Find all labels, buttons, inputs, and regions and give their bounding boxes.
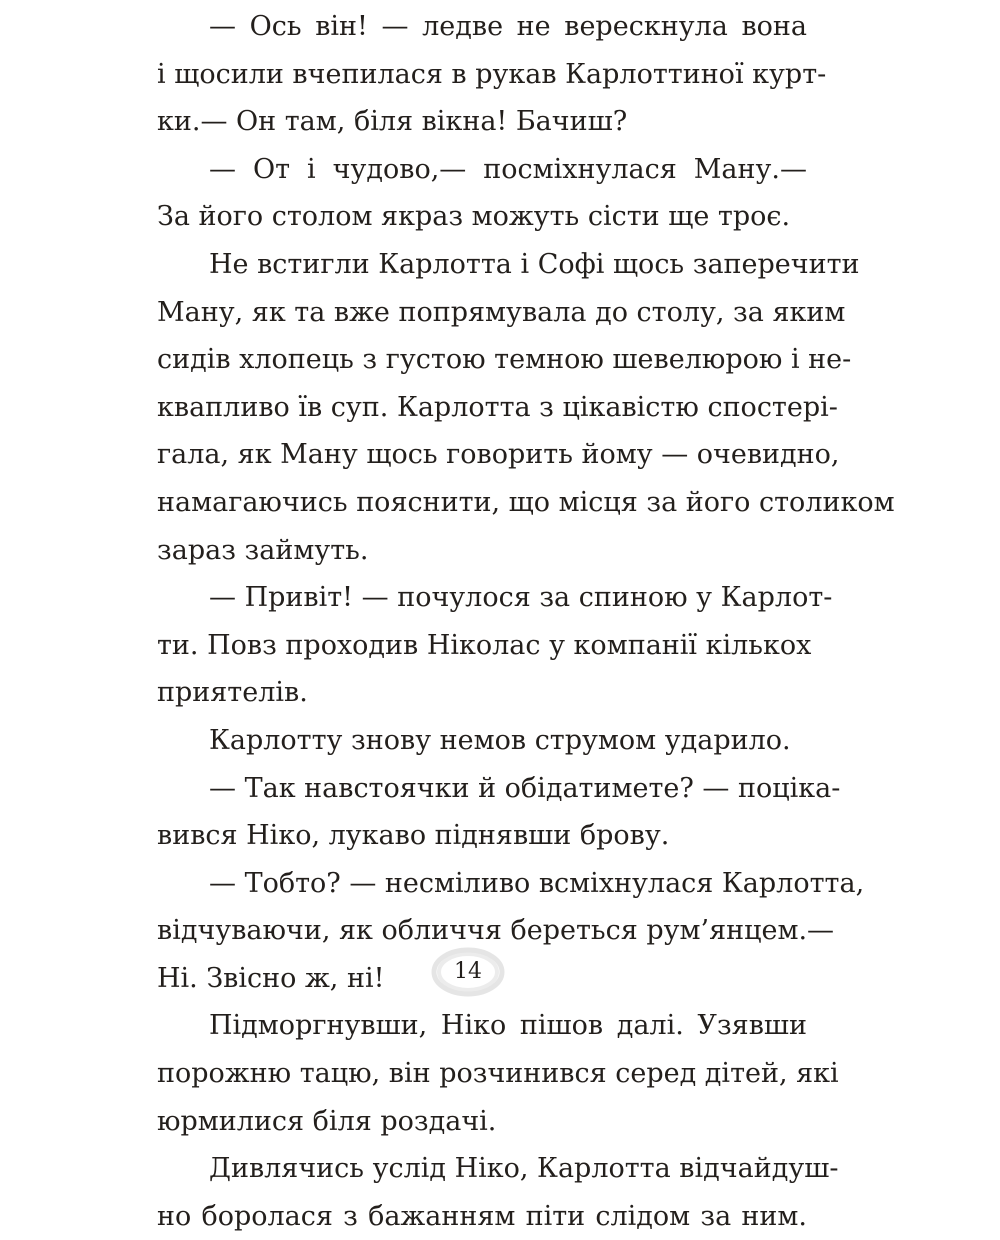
text-line: квапливо їв суп. Карлотта з цікавістю спостері- <box>157 391 838 423</box>
text-line: сидів хлопець з густою темною шевелюрою і не- <box>157 344 852 376</box>
text-line: намагаючись пояснити, що місця за його столиком <box>157 486 895 518</box>
text-line: Підморгнувши, Ніко пішов далі. Узявши <box>209 1010 807 1042</box>
text-line: Дивлячись услід Ніко, Карлотта відчайдуш- <box>209 1153 839 1185</box>
text-line: ки.— Он там, біля вікна! Бачиш? <box>157 106 628 138</box>
page-number: 14 <box>454 959 482 984</box>
text-line: Ні. Звісно ж, ні! <box>157 962 385 994</box>
text-line: Не встигли Карлотта і Софі щось заперечити <box>209 248 860 280</box>
text-line: — Так навстоячки й обідатимете? — поціка- <box>209 772 841 804</box>
text-line: вився Ніко, лукаво піднявши брову. <box>157 820 670 852</box>
text-line: — Тобто? — несміливо всміхнулася Карлотта, <box>209 867 865 899</box>
text-line: відчуваючи, як обличчя береться рум’янцем.— <box>157 915 835 947</box>
body-text <box>157 3 895 1240</box>
text-line: приятелів. <box>157 677 308 709</box>
text-line: — Привіт! — почулося за спиною у Карлот- <box>209 582 833 614</box>
text-line: — Ось він! — ледве не верескнула вона <box>209 11 807 42</box>
text-line: — От і чудово,— посміхнулася Ману.— <box>209 153 807 185</box>
text-line: Ману, як та вже попрямувала до столу, за яким <box>157 296 846 328</box>
text-line: і щосили вчепилася в рукав Карлоттиної курт- <box>157 58 827 90</box>
text-line: но боролася з бажанням піти слідом за ним. <box>157 1200 807 1232</box>
text-line: порожню тацю, він розчинився серед дітей, які <box>157 1058 839 1090</box>
page-number-badge <box>428 944 508 1000</box>
text-line: Карлотту знову немов струмом ударило. <box>209 724 791 756</box>
text-line: гала, як Ману щось говорить йому — очевидно, <box>157 439 840 471</box>
text-line: зараз займуть. <box>157 534 369 566</box>
text-line: За його столом якраз можуть сісти ще троє. <box>157 201 791 233</box>
text-line: юрмилися біля роздачі. <box>157 1105 497 1137</box>
text-line: ти. Повз проходив Ніколас у компанії кількох <box>157 629 812 661</box>
